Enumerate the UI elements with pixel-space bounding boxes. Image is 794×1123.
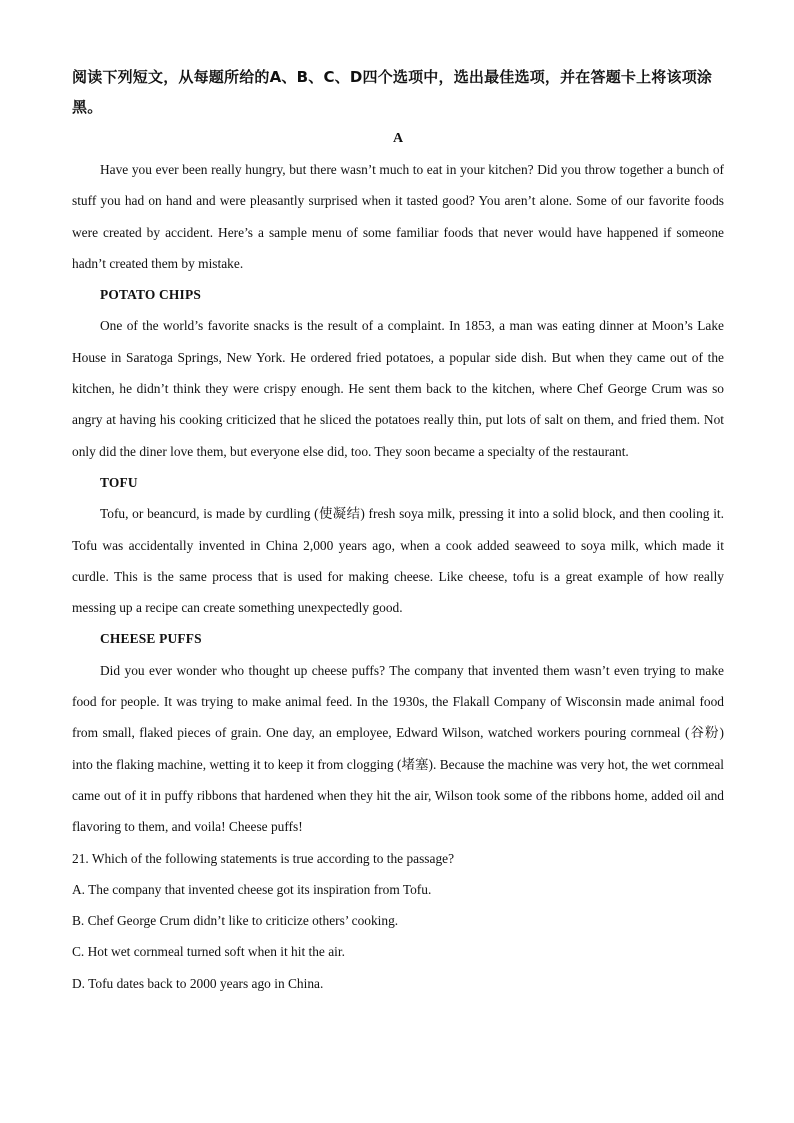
exam-page xyxy=(72,62,724,999)
section-heading-tofu: TOFU xyxy=(100,474,138,490)
section-heading-potato-chips: POTATO CHIPS xyxy=(100,287,201,303)
section-body-cheese-puffs: Did you ever wonder who thought up cheese puffs? The company that invented them wasn’t even trying to make food for people. It was trying to make animal feed. In the 1930s, the Flakall Company of Wisconsin made animal food from small, flaked pieces of grain. One day, an employee, Edward Wilson, watched workers pouring cornmeal (谷粉) into the flaking machine, wetting it to keep it from clogging (堵塞). Because the machine was very hot, the wet cornmeal came out of it in puffy ribbons that hardened when they hit the air, Wilson took some of the ribbons home, added oil and flavoring to them, and voila! Cheese puffs! xyxy=(72,662,724,835)
option-d[interactable]: D. Tofu dates back to 2000 years ago in China. xyxy=(72,975,324,991)
option-b[interactable]: B. Chef George Crum didn’t like to criticize others’ cooking. xyxy=(72,913,399,929)
section-body-potato-chips: One of the world’s favorite snacks is the result of a complaint. In 1853, a man was eating dinner at Moon’s Lake House in Saratoga Springs, New York. He ordered fried potatoes, a popular side dish. But when they came out of the kitchen, he didn’t think they were crispy enough. He sent them back to the kitchen, where Chef George Crum was so angry at having his cooking criticized that he sliced the potatoes really thin, put lots of salt on them, and fried them. Not only did the diner love them, but everyone else did, too. They soon became a specialty of the restaurant. xyxy=(72,318,724,459)
section-body-tofu: Tofu, or beancurd, is made by curdling (使凝结) fresh soya milk, pressing it into a solid block, and then cooling it. Tofu was accidentally invented in China 2,000 years ago, when a cook added seaweed to soya milk, which made it curdle. This is the same process that is used for making cheese. Like cheese, tofu is a great example of how really messing up a recipe can create something unexpectedly good. xyxy=(72,506,724,616)
passage-label: A xyxy=(392,131,404,146)
reading-instruction: 阅读下列短文，从每题所给的A、B、C、D四个选项中，选出最佳选项，并在答题卡上将该项涂黑。 xyxy=(72,68,713,116)
option-c[interactable]: C. Hot wet cornmeal turned soft when it hit the air. xyxy=(72,944,345,960)
section-heading-cheese-puffs: CHEESE PUFFS xyxy=(100,631,202,647)
option-a[interactable]: A. The company that invented cheese got its inspiration from Tofu. xyxy=(72,881,432,897)
question-stem: 21. Which of the following statements is true according to the passage? xyxy=(72,850,455,866)
intro-paragraph: Have you ever been really hungry, but there wasn’t much to eat in your kitchen? Did you throw together a bunch of stuff you had on hand and were pleasantly surprised when it tasted good? You aren’t alone. Some of our favorite foods were created by accident. Here’s a sample menu of some familiar foods that never would have happened if someone hadn’t created them by mistake. xyxy=(72,162,724,271)
